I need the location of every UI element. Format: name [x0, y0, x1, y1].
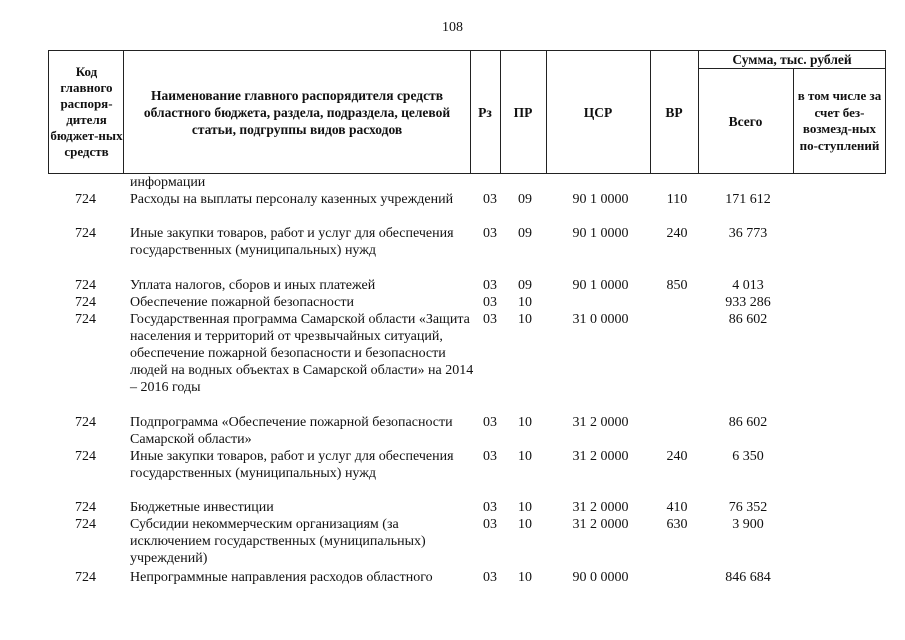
row-code: 724	[75, 517, 96, 532]
row-name: Субсидии некоммерческим организациям (за исключением государственных (муниципальных) учреждений)	[130, 517, 426, 566]
row-code: 724	[75, 226, 96, 241]
row-vr: 410	[666, 500, 688, 515]
header-code: Код главного распоря-дителя бюджет-ных средств	[50, 64, 123, 159]
header-sum-group: Сумма, тыс. рублей	[732, 51, 852, 67]
row-code: 724	[75, 295, 96, 310]
row-rz: 03	[483, 500, 497, 515]
row-name: информации	[130, 175, 206, 190]
row-csr: 31 2 0000	[572, 415, 629, 430]
row-csr: 31 2 0000	[572, 449, 629, 464]
row-pr: 10	[518, 517, 532, 532]
row-csr: 90 1 0000	[572, 278, 629, 293]
row-csr: 31 2 0000	[572, 500, 629, 515]
row-pr: 10	[518, 500, 532, 515]
header-pr: ПР	[513, 104, 533, 120]
row-pr: 10	[518, 312, 532, 327]
row-code: 724	[75, 278, 96, 293]
header-csr: ЦСР	[583, 104, 613, 120]
header-name: Наименование главного распорядителя средств областного бюджета, раздела, подраздела, целевой статьи, подгруппы видов расходов	[143, 87, 451, 137]
row-vr: 240	[666, 449, 688, 464]
row-pr: 09	[518, 278, 532, 293]
row-pr: 09	[518, 226, 532, 241]
row-csr: 31 0 0000	[572, 312, 629, 327]
row-rz: 03	[483, 278, 497, 293]
row-total: 4 013	[732, 278, 764, 293]
row-total: 3 900	[732, 517, 764, 532]
row-pr: 09	[518, 192, 532, 207]
row-name: Подпрограмма «Обеспечение пожарной безопасности Самарской области»	[130, 415, 453, 447]
row-rz: 03	[483, 226, 497, 241]
row-csr: 90 1 0000	[572, 192, 629, 207]
row-rz: 03	[483, 312, 497, 327]
row-pr: 10	[518, 415, 532, 430]
row-name: Непрограммные направления расходов областного	[130, 570, 433, 585]
row-code: 724	[75, 570, 96, 585]
row-rz: 03	[483, 295, 497, 310]
row-vr: 850	[666, 278, 688, 293]
row-csr: 90 1 0000	[572, 226, 629, 241]
row-total: 933 286	[725, 295, 771, 310]
row-name: Иные закупки товаров, работ и услуг для обеспечения государственных (муниципальных) нужд	[130, 449, 454, 481]
row-pr: 10	[518, 295, 532, 310]
row-total: 36 773	[728, 226, 768, 241]
row-pr: 10	[518, 449, 532, 464]
row-rz: 03	[483, 449, 497, 464]
row-vr: 240	[666, 226, 688, 241]
row-csr: 90 0 0000	[572, 570, 629, 585]
row-name: Государственная программа Самарской области «Защита населения и территорий от чрезвычайных ситуаций, обеспечение пожарной безопасности и безопасности людей на водных объектах в Самарской области» на 2014 – 2016 годы	[130, 312, 474, 395]
row-name: Бюджетные инвестиции	[130, 500, 274, 515]
row-csr: 31 2 0000	[572, 517, 629, 532]
row-total: 6 350	[732, 449, 764, 464]
row-rz: 03	[483, 415, 497, 430]
row-total: 86 602	[728, 415, 768, 430]
row-vr: 630	[666, 517, 688, 532]
row-total: 86 602	[728, 312, 768, 327]
page-number: 108	[442, 20, 463, 35]
header-total: Всего	[728, 113, 763, 129]
header-rz: Рз	[478, 104, 492, 120]
header-incl: в том числе за счет без-возмезд-ных по-ступлений	[797, 88, 882, 153]
row-pr: 10	[518, 570, 532, 585]
row-vr: 110	[666, 192, 688, 207]
row-code: 724	[75, 312, 96, 327]
row-total: 171 612	[725, 192, 771, 207]
row-name: Иные закупки товаров, работ и услуг для обеспечения государственных (муниципальных) нужд	[130, 226, 454, 258]
row-total: 846 684	[725, 570, 771, 585]
row-total: 76 352	[728, 500, 768, 515]
row-rz: 03	[483, 517, 497, 532]
row-name: Уплата налогов, сборов и иных платежей	[130, 278, 376, 293]
row-code: 724	[75, 192, 96, 207]
row-rz: 03	[483, 570, 497, 585]
row-code: 724	[75, 449, 96, 464]
row-code: 724	[75, 415, 96, 430]
header-vr: ВР	[665, 104, 683, 120]
row-rz: 03	[483, 192, 497, 207]
row-name: Обеспечение пожарной безопасности	[130, 295, 355, 310]
table-header	[48, 50, 886, 174]
row-code: 724	[75, 500, 96, 515]
row-name: Расходы на выплаты персоналу казенных учреждений	[130, 192, 454, 207]
